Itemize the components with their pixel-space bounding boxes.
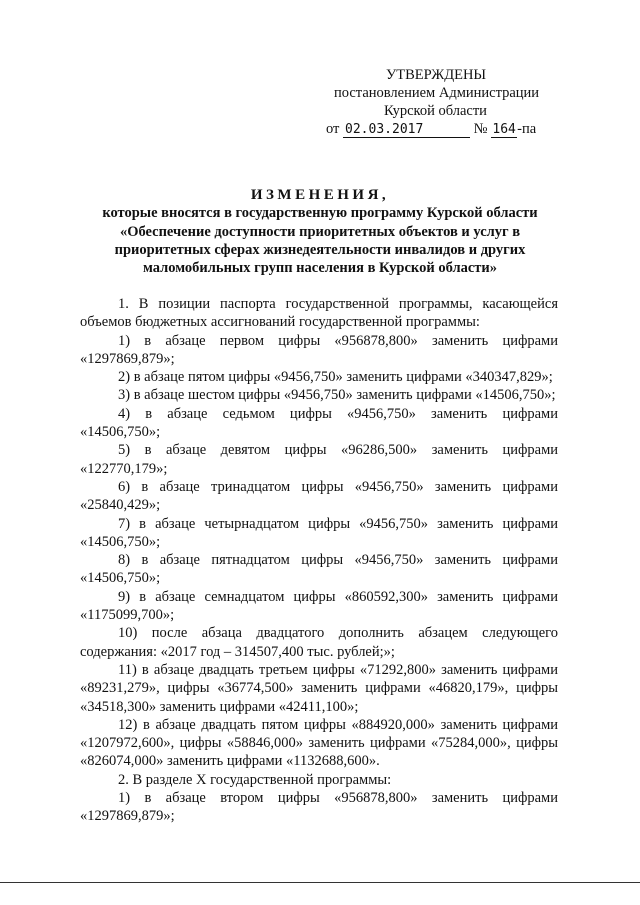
subtitle-line: маломобильных групп населения в Курской области» xyxy=(142,260,498,277)
paragraph: 2) в абзаце пятом цифры «9456,750» заменить цифрами «340347,829»; xyxy=(118,369,553,386)
paragraph: 12) в абзаце двадцать пятом цифры «884920,000» заменить цифрами «1207972,600», цифры «58846,000» заменить цифрами «75284,000», цифры «826074,000» заменить цифрами «1132688,600». xyxy=(80,716,558,770)
approval-date-line xyxy=(326,120,556,138)
number-sign: № xyxy=(473,121,488,137)
paragraph: 11) в абзаце двадцать третьем цифры «71292,800» заменить цифрами «89231,279», цифры «36774,500» заменить цифрами «46820,179», цифры «34518,300» заменить цифрами «42411,100»; xyxy=(80,661,558,715)
document-body xyxy=(80,295,558,826)
paragraph: 6) в абзаце тринадцатом цифры «9456,750» заменить цифрами «25840,429»; xyxy=(80,478,558,514)
approval-number: 164 xyxy=(492,122,516,137)
document-title: ИЗМЕНЕНИЯ, xyxy=(250,187,390,203)
paragraph: 2. В разделе Х государственной программы: xyxy=(118,771,392,788)
paragraph: 1. В позиции паспорта государственной программы, касающейся объемов бюджетных ассигнований государственной программы: xyxy=(80,296,558,331)
paragraph: 8) в абзаце пятнадцатом цифры «9456,750» заменить цифрами «14506,750»; xyxy=(80,552,558,587)
paragraph: 4) в абзаце седьмом цифры «9456,750» заменить цифрами «14506,750»; xyxy=(80,405,558,441)
paragraph: 1) в абзаце втором цифры «956878,800» заменить цифрами «1297869,879»; xyxy=(80,790,558,825)
paragraph: 10) после абзаца двадцатого дополнить абзацем следующего содержания: «2017 год – 314507,400 тыс. рублей;»; xyxy=(80,625,558,660)
page-bottom-rule xyxy=(0,882,640,883)
approval-block xyxy=(326,66,556,138)
subtitle-line: приоритетных сферах жизнедеятельности инвалидов и других xyxy=(114,241,526,258)
subtitle-line: которые вносятся в государственную программу Курской области xyxy=(102,205,538,222)
paragraph: 9) в абзаце семнадцатом цифры «860592,300» заменить цифрами «1175099,700»; xyxy=(80,588,558,624)
approval-region: Курской области xyxy=(384,103,487,119)
approval-resolution: постановлением Администрации xyxy=(334,85,540,101)
approval-title: УТВЕРЖДЕНЫ xyxy=(386,67,487,83)
number-suffix: -па xyxy=(517,121,537,137)
paragraph: 1) в абзаце первом цифры «956878,800» заменить цифрами «1297869,879»; xyxy=(80,332,558,367)
paragraph: 5) в абзаце девятом цифры «96286,500» заменить цифрами «122770,179»; xyxy=(80,442,558,477)
approval-date: 02.03.2017 xyxy=(343,123,470,138)
subtitle-line: «Обеспечение доступности приоритетных объектов и услуг в xyxy=(119,223,521,240)
paragraph: 7) в абзаце четырнадцатом цифры «9456,750» заменить цифрами «14506,750»; xyxy=(80,515,558,550)
document-heading xyxy=(68,186,572,277)
from-prefix: от xyxy=(326,121,340,137)
paragraph: 3) в абзаце шестом цифры «9456,750» заменить цифрами «14506,750»; xyxy=(118,387,556,404)
